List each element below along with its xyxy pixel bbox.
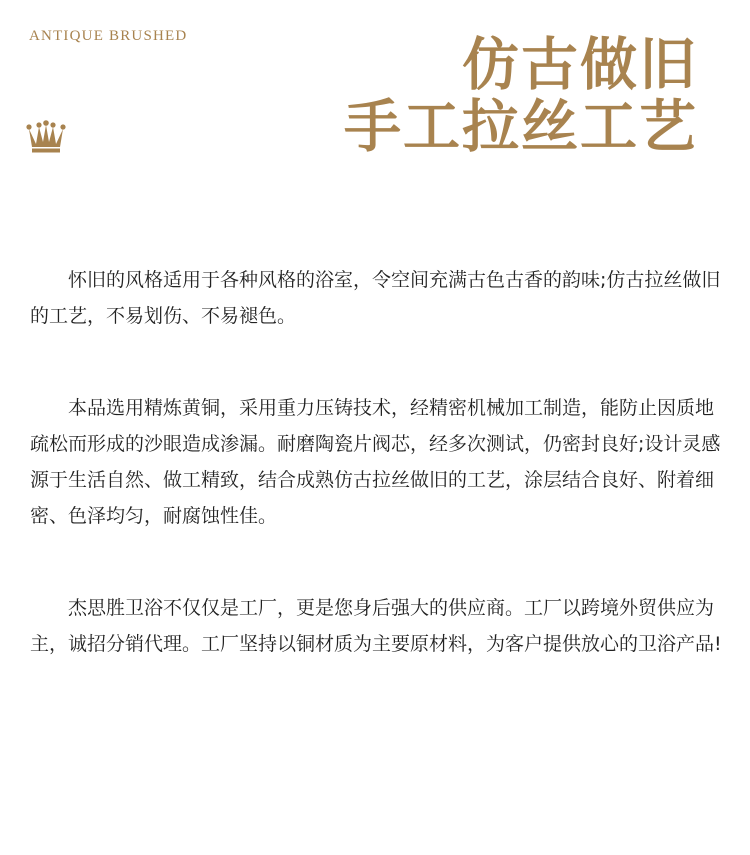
- paragraph-style: 怀旧的风格适用于各种风格的浴室，令空间充满古色古香的韵味;仿古拉丝做旧的工艺，不易划伤、不易褪色。: [30, 269, 721, 327]
- crown-icon: [26, 120, 66, 154]
- paragraph-material: 本品选用精炼黄铜，采用重力压铸技术，经精密机械加工制造，能防止因质地疏松而形成的沙眼造成渗漏。耐磨陶瓷片阀芯，经多次测试，仍密封良好;设计灵感源于生活自然、做工精致，结合成熟仿古拉丝做旧的工艺，涂层结合良好、附着细密、色泽均匀，耐腐蚀性佳。: [30, 397, 721, 527]
- eyebrow-label: ANTIQUE BRUSHED: [29, 28, 188, 44]
- paragraph-factory: 杰思胜卫浴不仅仅是工厂，更是您身后强大的供应商。工厂以跨境外贸供应为主，诚招分销代理。工厂坚持以铜材质为主要原材料，为客户提供放心的卫浴产品!: [30, 597, 722, 655]
- title-line-2: 手工拉丝工艺: [344, 93, 698, 160]
- title-line-1: 仿古做旧: [462, 31, 698, 98]
- body-text: [30, 262, 722, 662]
- page-title: [344, 31, 698, 160]
